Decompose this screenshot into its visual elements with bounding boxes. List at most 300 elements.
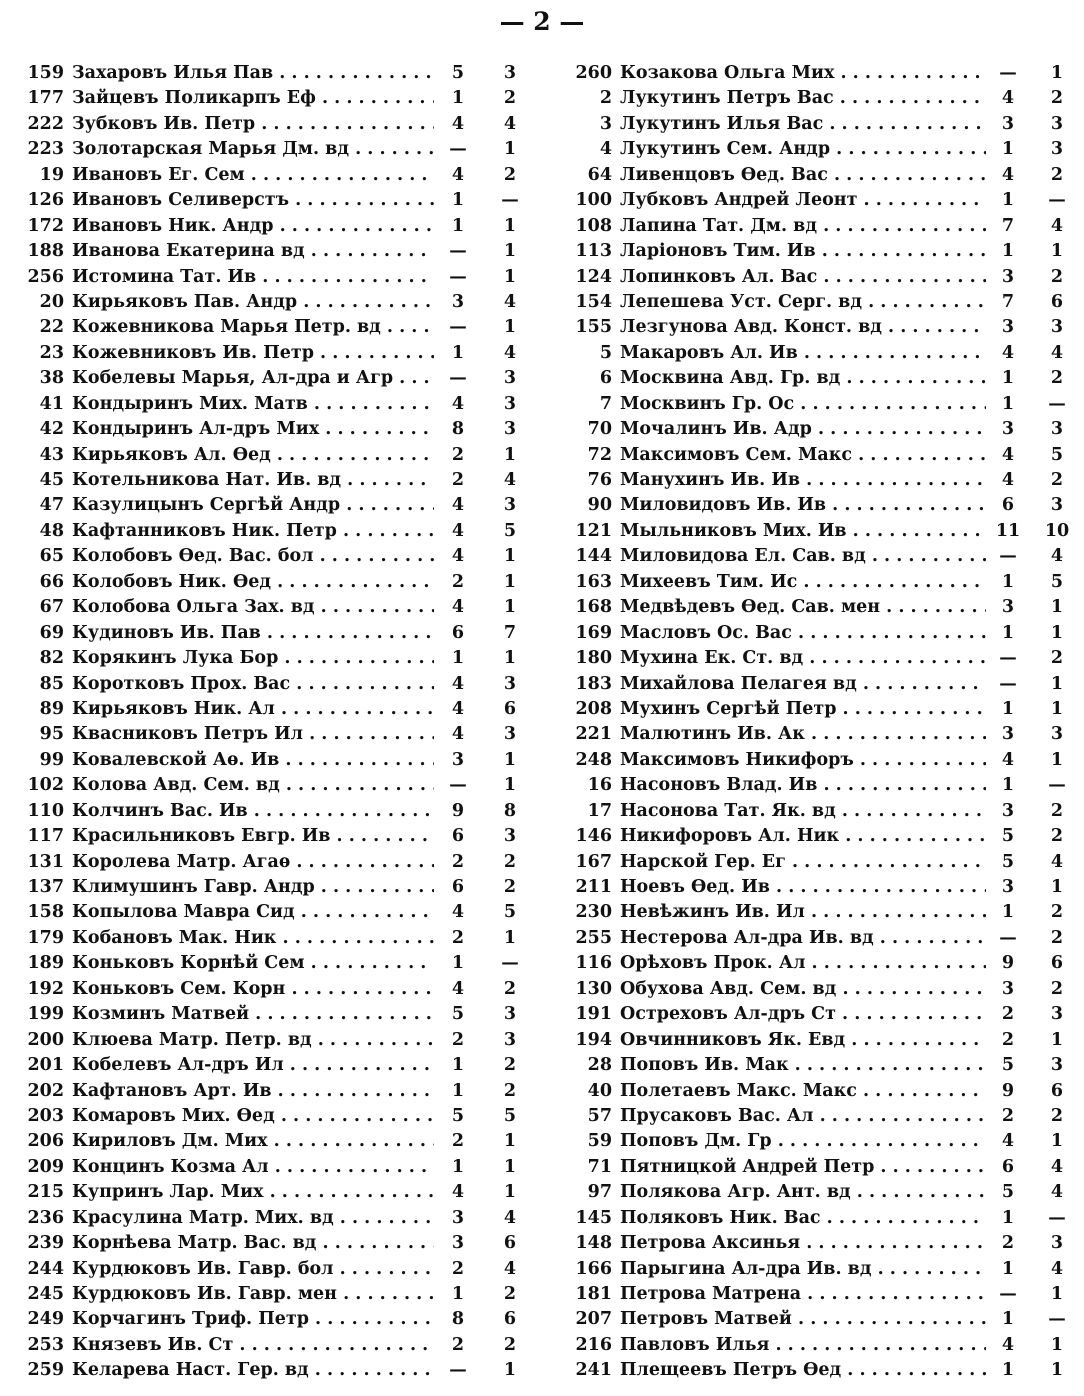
entry-value-2: —	[1048, 775, 1066, 796]
entry-value-1: 1	[451, 1080, 465, 1101]
entry-value-1: 2	[451, 1258, 465, 1279]
list-row	[0, 773, 530, 798]
entry-name: Ивановъ Селиверстъ . . .	[72, 188, 434, 213]
list-row	[0, 61, 530, 86]
entry-number: 239	[27, 1233, 64, 1254]
list-row	[548, 748, 1076, 773]
entry-number: 41	[39, 393, 64, 414]
entry-name: Манухинъ Ив. Ив . . .	[620, 468, 986, 493]
entry-value-2: 7	[503, 622, 517, 643]
entry-number: 65	[39, 546, 64, 567]
list-row	[0, 1333, 530, 1358]
entry-number: 22	[39, 317, 64, 338]
entry-value-2: 6	[503, 1233, 517, 1254]
entry-number: 248	[575, 749, 612, 770]
entry-number: 16	[587, 775, 612, 796]
entry-number: 121	[575, 520, 612, 541]
entry-value-2: 4	[1050, 1156, 1064, 1177]
entry-number: 144	[575, 546, 612, 567]
entry-value-2: 3	[503, 495, 517, 516]
entry-name: Петрова Матрена . . .	[620, 1282, 986, 1307]
entry-value-2: 5	[503, 902, 517, 923]
entry-name: Кирьяковъ Пав. Андр . . .	[72, 290, 434, 315]
entry-value-1: 5	[1001, 851, 1015, 872]
entry-name: Овчинниковъ Як. Евд . . .	[620, 1028, 986, 1053]
entry-name: Кожевникова Марья Петр. вд . . .	[72, 315, 434, 340]
entry-value-2: 2	[1050, 470, 1064, 490]
list-row	[0, 672, 530, 697]
entry-name: Колчинъ Вас. Ив . . .	[72, 799, 434, 824]
entry-value-1: —	[999, 673, 1017, 694]
entry-number: 131	[27, 851, 64, 872]
list-row	[548, 1180, 1076, 1205]
entry-value-1: 2	[1001, 1029, 1015, 1050]
entry-value-2: 1	[1050, 698, 1064, 719]
list-row	[0, 799, 530, 824]
entry-name: Пятницкой Андрей Петр . . .	[620, 1155, 986, 1180]
entry-value-1: 1	[451, 88, 465, 109]
entry-value-2: 1	[1050, 597, 1064, 618]
entry-value-1: 6	[1001, 495, 1015, 516]
entry-value-1: 2	[1001, 1233, 1015, 1254]
entry-value-2: 2	[503, 1080, 517, 1101]
entry-number: 20	[39, 291, 64, 312]
entry-number: 245	[27, 1284, 64, 1304]
entry-number: 23	[39, 342, 64, 363]
entry-name: Михайлова Пелагея вд . . .	[620, 672, 986, 697]
list-row	[548, 1104, 1076, 1129]
list-row	[0, 86, 530, 111]
entry-value-1: 5	[451, 63, 465, 83]
entry-value-1: 11	[995, 520, 1021, 541]
entry-value-2: 5	[503, 520, 517, 541]
entry-number: 230	[575, 902, 612, 923]
list-row	[0, 137, 530, 162]
entry-value-1: 6	[1001, 1156, 1015, 1177]
list-row	[0, 1053, 530, 1078]
entry-value-1: 4	[451, 978, 465, 999]
entry-value-2: 2	[1050, 266, 1064, 287]
entry-value-2: 2	[503, 978, 517, 999]
entry-value-1: 4	[451, 113, 465, 134]
list-row	[0, 1104, 530, 1129]
entry-number: 200	[27, 1029, 64, 1050]
entry-value-2: 3	[1050, 1233, 1064, 1254]
entry-value-1: —	[449, 317, 467, 338]
entry-value-1: 4	[1001, 164, 1015, 185]
entry-number: 43	[39, 444, 64, 465]
entry-value-2: 1	[503, 648, 517, 669]
entry-name: Лепешева Уст. Серг. вд . . .	[620, 290, 986, 315]
entry-number: 17	[587, 800, 612, 821]
entry-number: 236	[27, 1207, 64, 1228]
entry-value-2: 1	[1050, 1131, 1064, 1152]
entry-value-2: 2	[503, 164, 517, 185]
entry-name: Ковалевской Аѳ. Ив . . .	[72, 748, 434, 773]
entry-name: Келарева Наст. Гер. вд . . .	[72, 1358, 434, 1383]
entry-name: Козакова Ольга Мих . . .	[620, 61, 986, 86]
entry-value-2: 4	[503, 470, 517, 490]
list-row	[0, 443, 530, 468]
entry-name: Нарской Гер. Ег . . .	[620, 850, 986, 875]
entry-value-2: 1	[1050, 241, 1064, 262]
list-row	[0, 1002, 530, 1027]
entry-value-2: —	[501, 190, 519, 211]
entry-value-1: 1	[451, 1156, 465, 1177]
list-row	[548, 1129, 1076, 1154]
entry-name: Макаровъ Ал. Ив . . .	[620, 341, 986, 366]
entry-number: 76	[587, 470, 612, 490]
entry-value-2: 3	[1050, 1055, 1064, 1076]
entry-value-1: 1	[451, 215, 465, 236]
entry-value-1: 4	[1001, 1334, 1015, 1355]
entry-number: 7	[599, 393, 612, 414]
list-row	[548, 1053, 1076, 1078]
entry-name: Поляковъ Ник. Вас . . .	[620, 1206, 986, 1231]
entry-name: Максимовъ Никифоръ . . .	[620, 748, 986, 773]
entry-number: 108	[575, 215, 612, 236]
entry-value-1: 3	[451, 291, 465, 312]
entry-value-1: —	[999, 1284, 1017, 1304]
entry-number: 201	[27, 1055, 64, 1076]
entry-name: Зубковъ Ив. Петр . . .	[72, 112, 434, 137]
entry-value-1: 1	[1001, 1258, 1015, 1279]
entry-name: Квасниковъ Петръ Ил . . .	[72, 722, 434, 747]
entry-number: 99	[39, 749, 64, 770]
entry-name: Климушинъ Гавр. Андр . . .	[72, 875, 434, 900]
entry-value-1: 1	[1001, 902, 1015, 923]
list-row	[548, 900, 1076, 925]
entry-name: Клюева Матр. Петр. вд . . .	[72, 1028, 434, 1053]
entry-value-1: 3	[1001, 597, 1015, 618]
entry-name: Колобова Ольга Зах. вд . . .	[72, 595, 434, 620]
entry-name: Лезгунова Авд. Конст. вд . . .	[620, 315, 986, 340]
list-row	[548, 799, 1076, 824]
list-row	[548, 366, 1076, 391]
entry-name: Поповъ Дм. Гр . . .	[620, 1129, 986, 1154]
list-row	[548, 1206, 1076, 1231]
entry-value-2: 1	[503, 571, 517, 592]
entry-value-2: 1	[503, 1131, 517, 1152]
list-row	[548, 1333, 1076, 1358]
entry-value-1: 2	[1001, 1105, 1015, 1126]
entry-name: Москвина Авд. Гр. вд . . .	[620, 366, 986, 391]
list-row	[0, 1079, 530, 1104]
entry-value-1: 4	[451, 902, 465, 923]
entry-name: Лукутинъ Петръ Вас . . .	[620, 86, 986, 111]
entry-name: Полякова Агр. Ант. вд . . .	[620, 1180, 986, 1205]
list-row	[0, 214, 530, 239]
entry-value-1: 2	[451, 1029, 465, 1050]
entry-value-2: 2	[503, 1284, 517, 1304]
entry-value-1: 5	[451, 1105, 465, 1126]
entry-value-2: 3	[1050, 419, 1064, 440]
entry-number: 67	[39, 597, 64, 618]
entry-name: Насонова Тат. Як. вд . . .	[620, 799, 986, 824]
entry-name: Ивановъ Ег. Сем . . .	[72, 163, 434, 188]
entry-value-1: 4	[451, 724, 465, 745]
entry-value-2: 2	[503, 1055, 517, 1076]
entry-value-2: 2	[1050, 648, 1064, 669]
entry-value-2: 3	[1050, 139, 1064, 160]
entry-number: 155	[575, 317, 612, 338]
list-row	[0, 315, 530, 340]
list-row	[0, 1180, 530, 1205]
list-row	[548, 544, 1076, 569]
entry-name: Лубковъ Андрей Леонт . . .	[620, 188, 986, 213]
entry-name: Кондыринъ Ал-дръ Мих . . .	[72, 417, 434, 442]
entry-value-2: 1	[1050, 1284, 1064, 1304]
entry-number: 89	[39, 698, 64, 719]
entry-value-1: 1	[1001, 698, 1015, 719]
list-row	[548, 672, 1076, 697]
entry-number: 113	[575, 241, 612, 262]
entry-name: Кириловъ Дм. Мих . . .	[72, 1129, 434, 1154]
list-row	[548, 1028, 1076, 1053]
entry-name: Полетаевъ Макс. Макс . . .	[620, 1079, 986, 1104]
entry-value-1: 1	[1001, 571, 1015, 592]
entry-value-1: 6	[451, 826, 465, 847]
entry-name: Купринъ Лар. Мих . . .	[72, 1180, 434, 1205]
entry-value-2: 4	[503, 291, 517, 312]
entry-name: Козминъ Матвей . . .	[72, 1002, 434, 1027]
entry-value-2: 4	[1050, 851, 1064, 872]
list-row	[0, 570, 530, 595]
list-row	[0, 1155, 530, 1180]
entry-number: 57	[587, 1105, 612, 1126]
entry-number: 158	[27, 902, 64, 923]
entry-value-2: 1	[1050, 1029, 1064, 1050]
entry-name: Поповъ Ив. Мак . . .	[620, 1053, 986, 1078]
entry-name: Иванова Екатерина вд . . .	[72, 239, 434, 264]
entry-number: 167	[575, 851, 612, 872]
entry-name: Миловидовъ Ив. Ив . . .	[620, 493, 986, 518]
entry-value-2: 4	[1050, 1258, 1064, 1279]
entry-name: Красулина Матр. Мих. вд . . .	[72, 1206, 434, 1231]
entry-name: Мухинъ Сергѣй Петр . . .	[620, 697, 986, 722]
list-row	[548, 926, 1076, 951]
entry-value-1: 3	[451, 749, 465, 770]
entry-value-1: 4	[451, 495, 465, 516]
entry-value-2: 1	[1050, 622, 1064, 643]
entry-value-2: 6	[503, 1309, 517, 1330]
list-row	[548, 163, 1076, 188]
entry-value-2: 2	[1050, 88, 1064, 109]
entry-name: Зайцевъ Поликарпъ Еф . . .	[72, 86, 434, 111]
entry-value-2: 1	[503, 241, 517, 262]
entry-value-1: 2	[451, 851, 465, 872]
entry-value-2: 5	[1050, 444, 1064, 465]
list-row	[548, 86, 1076, 111]
list-row	[0, 926, 530, 951]
entry-number: 59	[587, 1131, 612, 1152]
entry-value-2: 2	[1050, 368, 1064, 389]
entry-number: 97	[587, 1182, 612, 1203]
entry-name: Колова Авд. Сем. вд . . .	[72, 773, 434, 798]
entry-value-1: 3	[1001, 978, 1015, 999]
entry-value-2: —	[1048, 393, 1066, 414]
entry-number: 42	[39, 419, 64, 440]
entry-value-1: 4	[1001, 1131, 1015, 1152]
entry-value-2: 2	[1050, 826, 1064, 847]
list-row	[548, 646, 1076, 671]
entry-number: 72	[587, 444, 612, 465]
entry-name: Кондыринъ Мих. Матв . . .	[72, 392, 434, 417]
entry-value-1: 3	[451, 1207, 465, 1228]
entry-value-2: 4	[503, 1258, 517, 1279]
entry-value-1: 3	[1001, 419, 1015, 440]
list-row	[0, 977, 530, 1002]
entry-value-1: 1	[1001, 241, 1015, 262]
list-row	[0, 595, 530, 620]
entry-value-1: 4	[1001, 342, 1015, 363]
list-row	[0, 900, 530, 925]
list-row	[548, 1257, 1076, 1282]
entry-name: Лукутинъ Илья Вас . . .	[620, 112, 986, 137]
entry-value-2: 3	[503, 393, 517, 414]
entry-value-1: —	[449, 139, 467, 160]
entry-name: Красильниковъ Евгр. Ив . . .	[72, 824, 434, 849]
entry-number: 137	[27, 877, 64, 897]
entry-value-1: 1	[1001, 1207, 1015, 1228]
entry-name: Мухина Ек. Ст. вд . . .	[620, 646, 986, 671]
list-row	[548, 1079, 1076, 1104]
entry-number: 244	[27, 1258, 64, 1279]
entry-value-1: 5	[1001, 826, 1015, 847]
entry-number: 154	[575, 291, 612, 312]
list-row	[548, 697, 1076, 722]
entry-value-1: 1	[1001, 190, 1015, 211]
entry-name: Прусаковъ Вас. Ал . . .	[620, 1104, 986, 1129]
list-row	[548, 621, 1076, 646]
entry-name: Малютинъ Ив. Ак . . .	[620, 722, 986, 747]
entry-number: 222	[27, 113, 64, 134]
entry-name: Парыгина Ал-дра Ив. вд . . .	[620, 1257, 986, 1282]
entry-value-1: 1	[1001, 393, 1015, 414]
entry-name: Обухова Авд. Сем. вд . . .	[620, 977, 986, 1002]
list-row	[0, 1257, 530, 1282]
entry-name: Ларіоновъ Тим. Ив . . .	[620, 239, 986, 264]
list-row	[548, 214, 1076, 239]
entry-value-2: 1	[503, 444, 517, 465]
entry-number: 28	[587, 1055, 612, 1076]
entry-number: 69	[39, 622, 64, 643]
entry-value-1: 5	[1001, 1182, 1015, 1203]
entry-value-1: 5	[1001, 1055, 1015, 1076]
entry-value-1: —	[449, 266, 467, 287]
list-row	[548, 468, 1076, 493]
entry-value-2: 8	[503, 800, 517, 821]
entry-value-1: 1	[451, 953, 465, 974]
entry-number: 95	[39, 724, 64, 745]
entry-number: 4	[599, 139, 612, 160]
entry-number: 221	[575, 724, 612, 745]
entry-value-2: 1	[503, 597, 517, 618]
entry-name: Мочалинъ Ив. Адр . . .	[620, 417, 986, 442]
entry-name: Насоновъ Влад. Ив . . .	[620, 773, 986, 798]
list-row	[0, 824, 530, 849]
entry-name: Ливенцовъ Ѳед. Вас . . .	[620, 163, 986, 188]
entry-value-1: 4	[1001, 88, 1015, 109]
entry-number: 249	[27, 1309, 64, 1330]
entry-value-2: 5	[1050, 571, 1064, 592]
entry-name: Корчагинъ Триф. Петр . . .	[72, 1307, 434, 1332]
entry-value-2: 4	[503, 113, 517, 134]
list-row	[0, 875, 530, 900]
list-row	[0, 850, 530, 875]
list-row	[548, 773, 1076, 798]
entry-number: 64	[587, 164, 612, 185]
entry-name: Кудиновъ Ив. Пав . . .	[72, 621, 434, 646]
entry-name: Королева Матр. Агаѳ . . .	[72, 850, 434, 875]
entry-number: 48	[39, 520, 64, 541]
entry-value-1: 1	[451, 1055, 465, 1076]
entry-name: Корякинъ Лука Бор . . .	[72, 646, 434, 671]
entry-number: 260	[575, 63, 612, 83]
entry-name: Копылова Мавра Сид . . .	[72, 900, 434, 925]
list-row	[548, 265, 1076, 290]
entry-value-2: 6	[503, 698, 517, 719]
list-row	[548, 1282, 1076, 1307]
entry-number: 177	[27, 88, 64, 109]
entry-number: 148	[575, 1233, 612, 1254]
entry-number: 216	[575, 1334, 612, 1355]
entry-value-1: 9	[1001, 1080, 1015, 1101]
list-row	[548, 824, 1076, 849]
entry-value-2: 1	[1050, 673, 1064, 694]
entry-value-2: 1	[503, 1156, 517, 1177]
entry-value-1: —	[999, 63, 1017, 83]
entry-value-2: 3	[503, 724, 517, 745]
entry-name: Кафтанниковъ Ник. Петр . . .	[72, 519, 434, 544]
entry-value-1: 2	[451, 927, 465, 948]
entry-name: Золотарская Марья Дм. вд . . .	[72, 137, 434, 162]
entry-value-2: 4	[503, 342, 517, 363]
list-row	[0, 1358, 530, 1383]
entry-name: Коньковъ Сем. Корн . . .	[72, 977, 434, 1002]
entry-number: 70	[587, 419, 612, 440]
entry-value-2: 2	[1050, 978, 1064, 999]
list-row	[548, 1155, 1076, 1180]
entry-number: 45	[39, 470, 64, 490]
list-row	[0, 366, 530, 391]
entry-name: Масловъ Ос. Вас . . .	[620, 621, 986, 646]
entry-name: Невѣжинъ Ив. Ил . . .	[620, 900, 986, 925]
entry-value-2: 3	[503, 1004, 517, 1025]
entry-value-2: 2	[1050, 1105, 1064, 1126]
entry-value-2: 3	[503, 673, 517, 694]
left-column	[0, 61, 530, 1384]
entry-value-1: 9	[1001, 953, 1015, 974]
entry-number: 203	[27, 1105, 64, 1126]
entry-value-1: 4	[451, 698, 465, 719]
list-row	[0, 290, 530, 315]
entry-value-1: 6	[451, 622, 465, 643]
entry-value-2: 3	[503, 368, 517, 389]
list-row	[0, 1028, 530, 1053]
entry-value-1: 5	[451, 1004, 465, 1025]
list-row	[0, 239, 530, 264]
entry-number: 209	[27, 1156, 64, 1177]
entry-value-2: 10	[1044, 520, 1070, 541]
entry-value-1: 2	[1001, 1004, 1015, 1025]
entry-value-2: 3	[503, 63, 517, 83]
entry-value-1: —	[449, 1360, 467, 1381]
entry-number: 223	[27, 139, 64, 160]
list-row	[0, 1129, 530, 1154]
entry-value-1: —	[449, 241, 467, 262]
entry-name: Комаровъ Мих. Ѳед . . .	[72, 1104, 434, 1129]
